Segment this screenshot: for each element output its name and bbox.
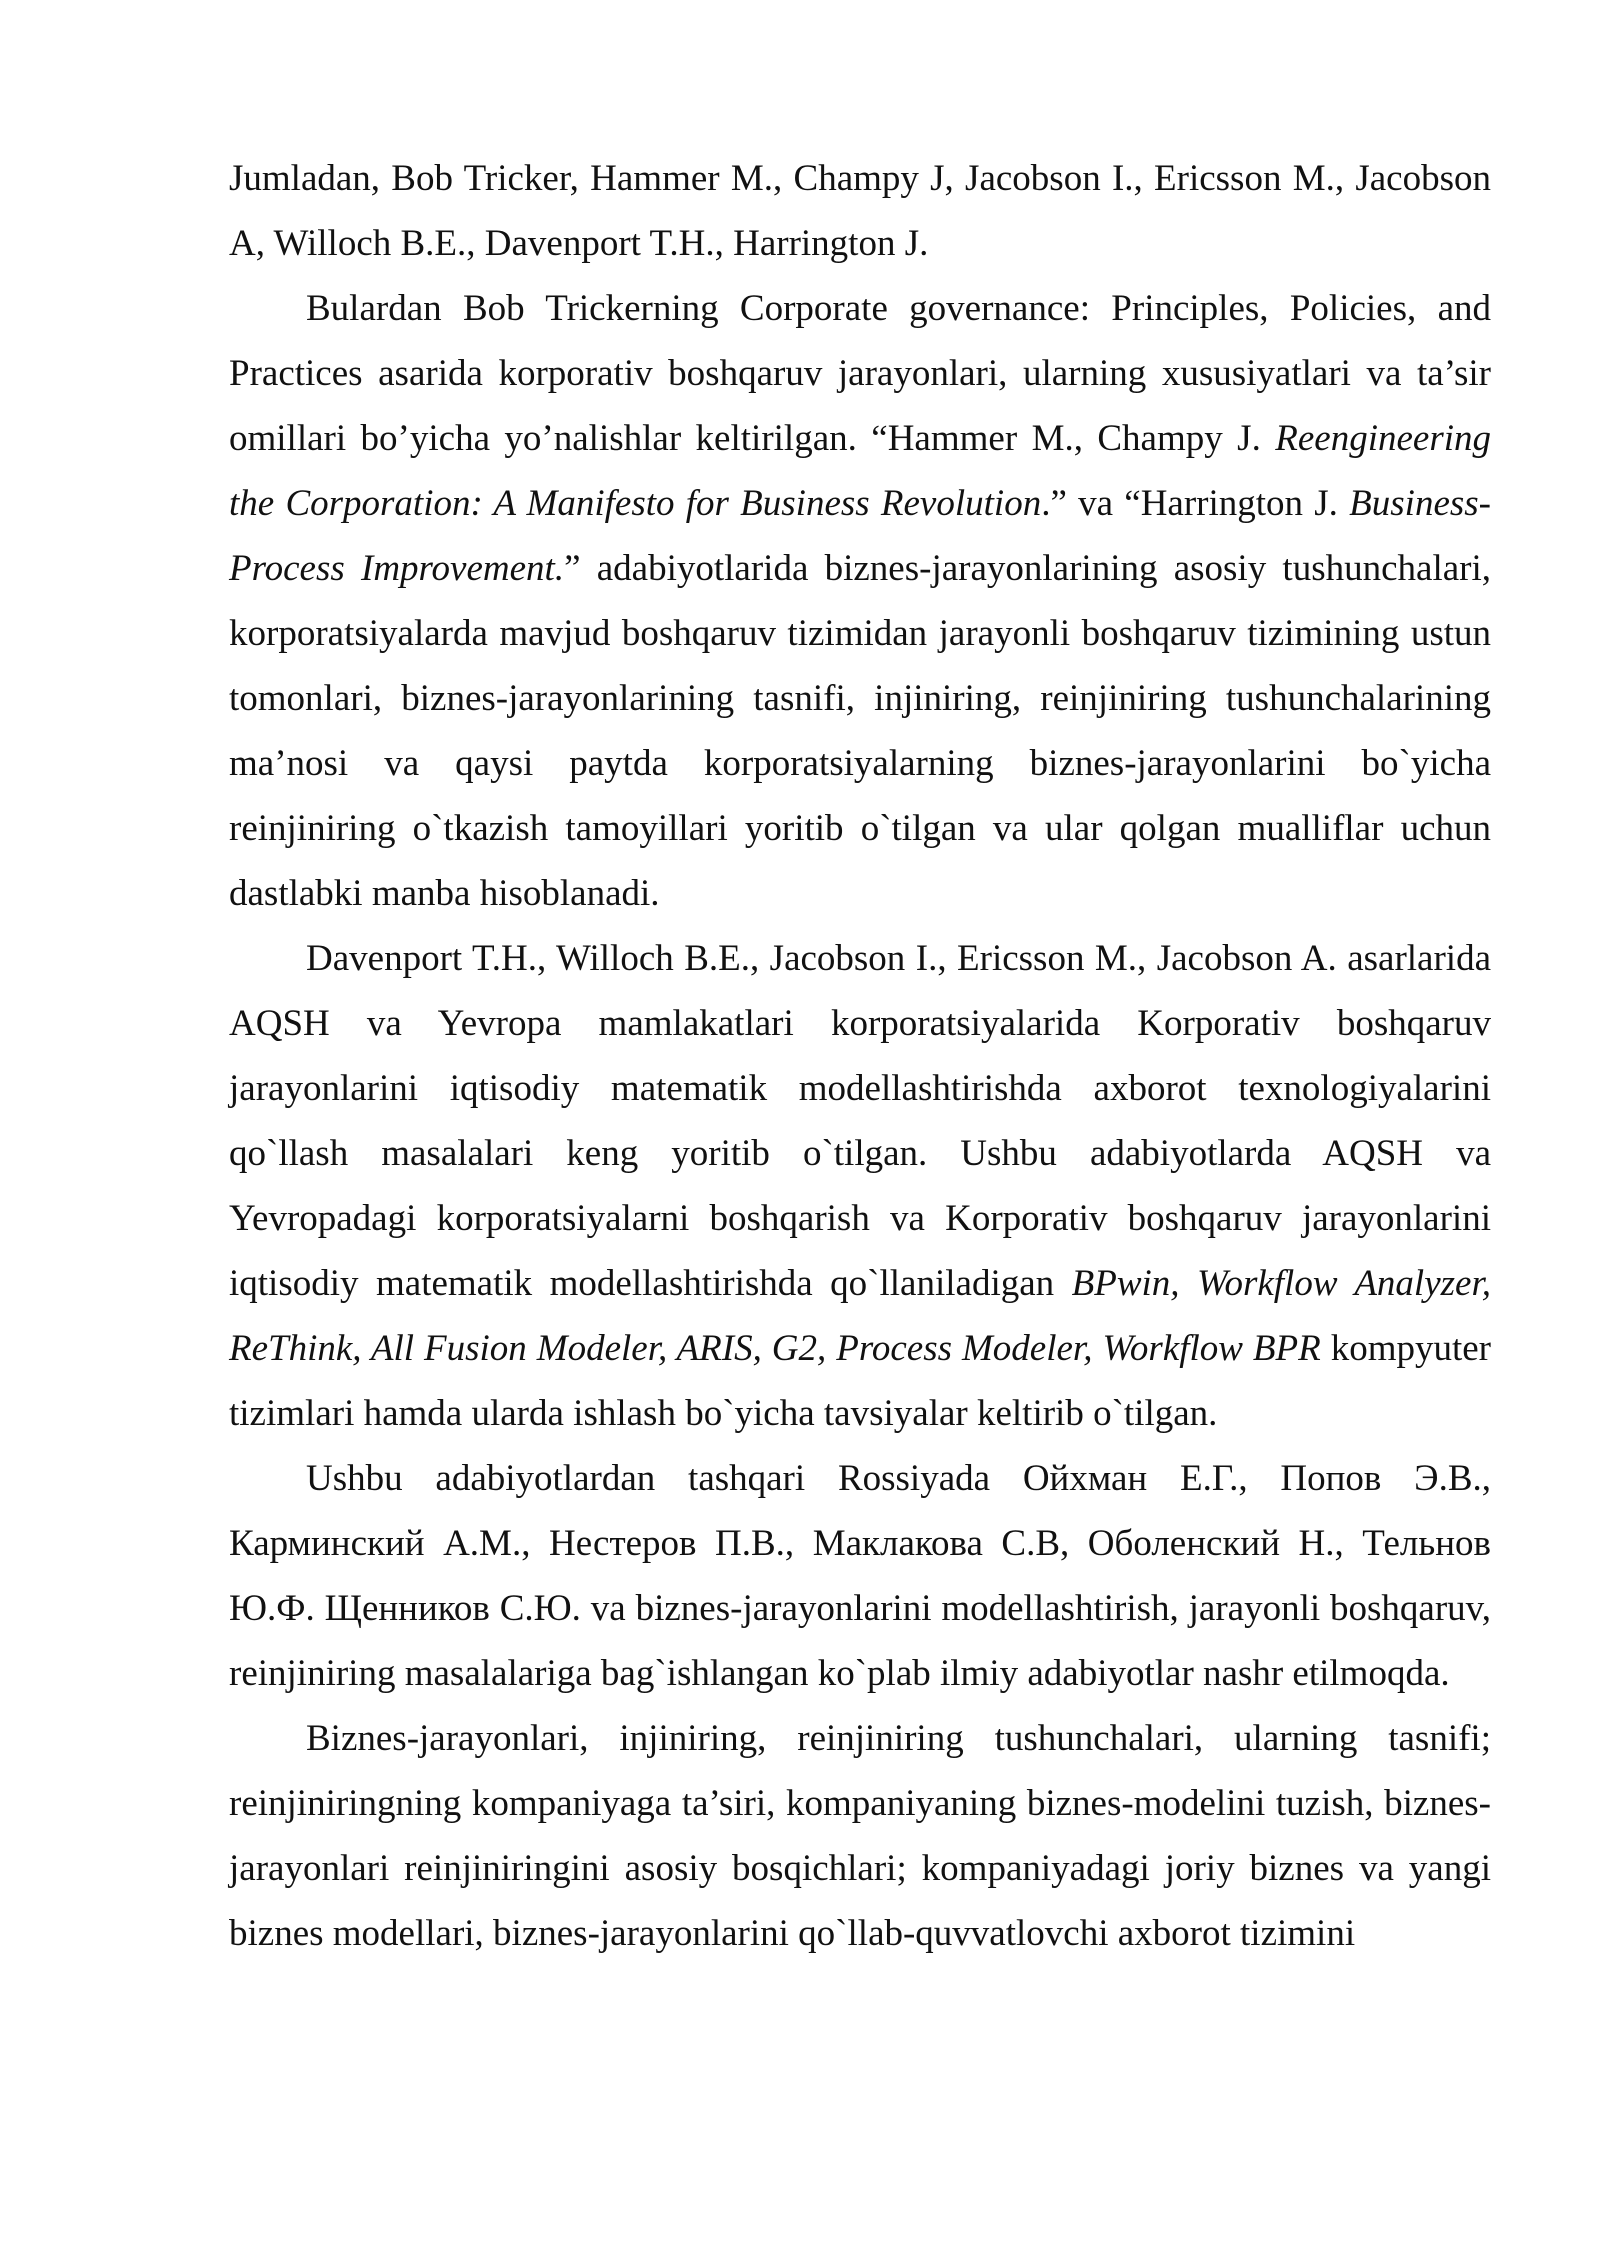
paragraph-2-text-1: Bulardan Bob Trickerning Corporate governance: Principles, Policies, and Practices asarida korporativ boshqaruv jarayonlari, ularning xususiyatlari va ta’sir omillari bo’yicha yo’nalishlar keltirilgan. “Hammer M., Champy J. [229, 288, 1491, 459]
paragraph-3-italic-software-list: BPwin, Workflow Analyzer, ReThink, All Fusion Modeler, ARIS, G2, Process Modeler, Workflow BPR [229, 1263, 1491, 1369]
paragraph-1-text: Jumladan, Bob Tricker, Hammer M., Champy J, Jacobson I., Ericsson M., Jacobson A, Willoch B.E., Davenport T.H., Harrington J. [229, 158, 1491, 264]
paragraph-1 [229, 146, 1491, 276]
paragraph-4-text: Ushbu adabiyotlardan tashqari Rossiyada Ойхман Е.Г., Попов Э.В., Карминский А.М., Нестеров П.В., Маклакова С.В, Оболенский Н., Тельнов Ю.Ф. Щенников С.Ю. va biznes-jarayonlarini modellashtirish, jarayonli boshqaruv, reinjiniring masalalariga bag`ishlangan ko`plab ilmiy adabiyotlar nashr etilmoqda. [229, 1458, 1491, 1694]
paragraph-4 [229, 1446, 1491, 1706]
document-body [229, 146, 1491, 1966]
paragraph-5-text: Biznes-jarayonlari, injiniring, reinjiniring tushunchalari, ularning tasnifi; reinjiniringning kompaniyaga ta’siri, kompaniyaning biznes-modelini tuzish, biznes-jarayonlari reinjiniringini asosiy bosqichlari; kompaniyadagi joriy biznes va yangi biznes modellari, biznes-jarayonlarini qo`llab-quvvatlovchi axborot tizimini [229, 1718, 1491, 1954]
paragraph-2 [229, 276, 1491, 926]
paragraph-5 [229, 1706, 1491, 1966]
paragraph-3-text-2: kompyuter tizimlari hamda ularda ishlash bo`yicha tavsiyalar keltirib o`tilgan. [229, 1328, 1491, 1434]
paragraph-2-text-2: .” va “Harrington J. [1041, 483, 1350, 524]
paragraph-3 [229, 926, 1491, 1446]
paragraph-2-italic-title-1: Reengineering the Corporation: A Manifesto for Business Revolution [229, 418, 1491, 524]
paragraph-2-italic-title-2: Business-Process Improvement. [229, 483, 1491, 589]
paragraph-3-text-1: Davenport T.H., Willoch B.E., Jacobson I., Ericsson M., Jacobson A. asarlarida AQSH va Yevropa mamlakatlari korporatsiyalarida Korporativ boshqaruv jarayonlarini iqtisodiy matematik modellashtirishda axborot texnologiyalarini qo`llash masalalari keng yoritib o`tilgan. Ushbu adabiyotlarda AQSH va Yevropadagi korporatsiyalarni boshqarish va Korporativ boshqaruv jarayonlarini iqtisodiy matematik modellashtirishda qo`llaniladigan [229, 938, 1491, 1304]
paragraph-2-text-3: ” adabiyotlarida biznes-jarayonlarining asosiy tushunchalari, korporatsiyalarda mavjud boshqaruv tizimidan jarayonli boshqaruv tizimining ustun tomonlari, biznes-jarayonlarining tasnifi, injiniring, reinjiniring tushunchalarining ma’nosi va qaysi paytda korporatsiyalarning biznes-jarayonlarini bo`yicha reinjiniring o`tkazish tamoyillari yoritib o`tilgan va ular qolgan mualliflar uchun dastlabki manba hisoblanadi. [229, 548, 1491, 914]
